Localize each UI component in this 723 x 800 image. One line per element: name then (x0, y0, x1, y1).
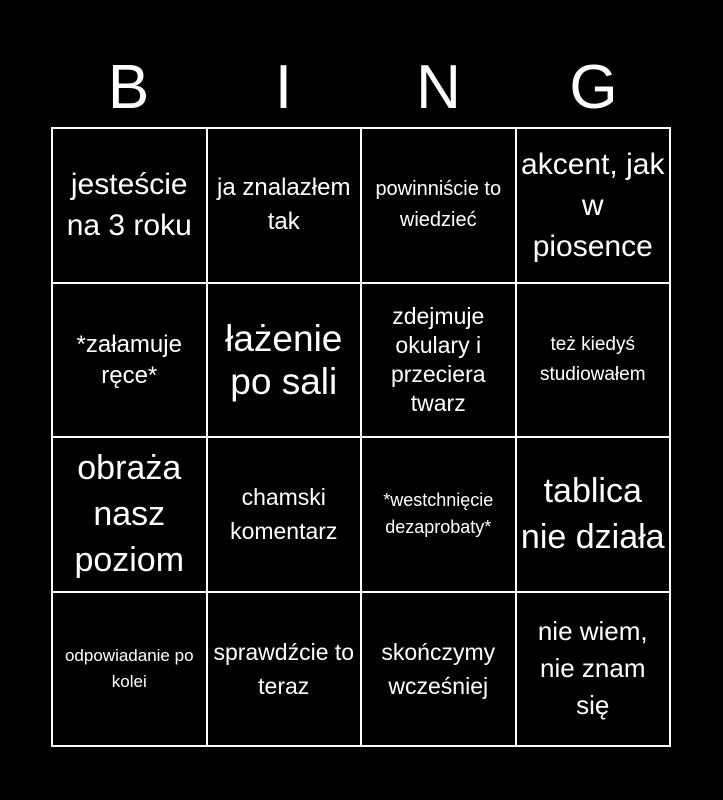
cell-label: też kiedyś studiowałem (539, 333, 646, 385)
header-letter-g: G (569, 53, 618, 122)
cell-label: skończymy wcześniej (381, 638, 496, 699)
bingo-cell[interactable] (361, 128, 516, 283)
bingo-cell[interactable] (516, 283, 671, 438)
cell-label: chamski komentarz (230, 484, 338, 545)
bingo-cell[interactable] (361, 283, 516, 438)
header-letter-i: I (274, 53, 293, 122)
bingo-header (51, 50, 671, 126)
bingo-cell[interactable] (52, 437, 207, 592)
bingo-cell[interactable] (361, 592, 516, 747)
cell-label: sprawdźcie to teraz (213, 638, 355, 699)
cell-label: obraża nasz poziom (74, 449, 185, 580)
cell-label: łażenie po sali (225, 317, 343, 402)
bingo-cell[interactable] (207, 283, 362, 438)
bingo-cell[interactable] (207, 437, 362, 592)
bingo-cell[interactable] (207, 592, 362, 747)
bingo-cell[interactable] (52, 592, 207, 747)
bingo-card (51, 127, 671, 747)
cell-label: ja znalazłem tak (217, 174, 351, 236)
cell-label: *załamuje ręce* (76, 330, 182, 389)
cell-label: jesteście na 3 roku (66, 168, 192, 243)
bingo-cell[interactable] (52, 128, 207, 283)
bingo-cell[interactable] (207, 128, 362, 283)
cell-label: tablica nie działa (520, 472, 665, 557)
cell-label: *westchnięcie dezaprobaty* (383, 490, 494, 538)
header-letter-n: N (416, 53, 461, 122)
bingo-cell[interactable] (516, 437, 671, 592)
cell-label: zdejmuje okulary i przeciera twarz (390, 302, 486, 416)
bingo-cell[interactable] (516, 128, 671, 283)
bingo-cell[interactable] (52, 283, 207, 438)
cell-label: nie wiem, nie znam się (537, 616, 648, 721)
bingo-cell[interactable] (516, 592, 671, 747)
cell-label: akcent, jak w piosence (521, 147, 665, 263)
bingo-cell[interactable] (361, 437, 516, 592)
cell-label: odpowiadanie po kolei (64, 645, 194, 691)
header-letter-b: B (107, 53, 150, 122)
cell-label: powinniście to wiedzieć (375, 178, 502, 232)
